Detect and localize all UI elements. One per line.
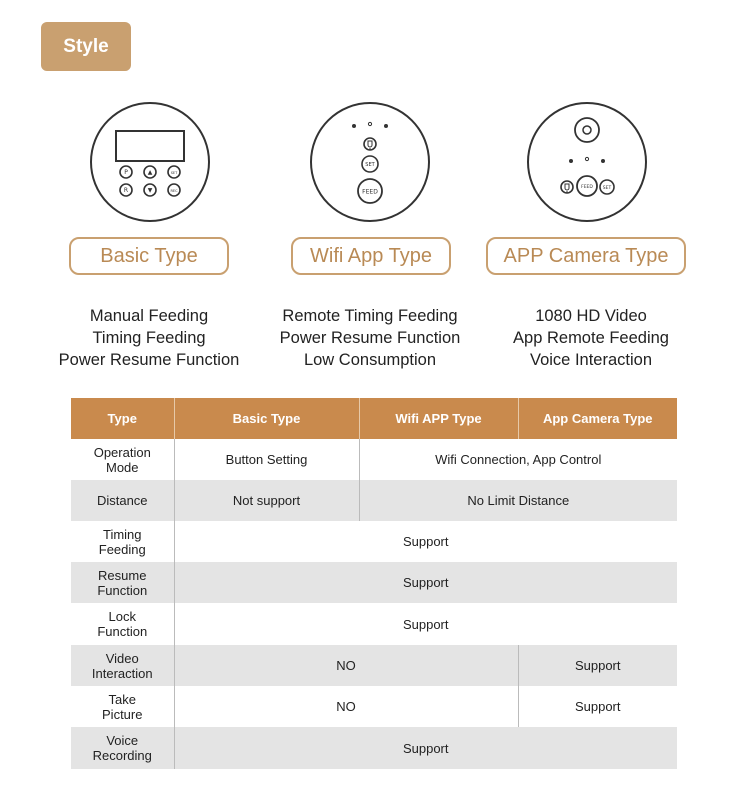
cell: Button Setting xyxy=(174,439,359,480)
row-label: Video Interaction xyxy=(71,645,174,686)
feature-item: Low Consumption xyxy=(303,351,437,369)
header-type: Type xyxy=(71,398,174,439)
camera-device-image xyxy=(527,102,647,222)
comparison-table xyxy=(71,398,677,769)
header-wifi: Wifi APP Type xyxy=(359,398,518,439)
cell: Support xyxy=(518,645,677,686)
basic-device-icon xyxy=(92,104,208,220)
table-row xyxy=(71,439,677,480)
camera-btn-1: SET xyxy=(602,186,612,191)
feature-item: Power Resume Function xyxy=(279,329,461,347)
row-label: Lock Function xyxy=(71,603,174,645)
row-label: Voice Recording xyxy=(71,727,174,769)
wifi-btn-0: SET xyxy=(365,162,375,168)
camera-features xyxy=(491,305,691,371)
wifi-btn-1: FEED xyxy=(362,188,378,196)
cell: Support xyxy=(518,686,677,727)
wifi-device-image xyxy=(310,102,430,222)
basic-btn-5: REC xyxy=(170,189,178,193)
basic-btn-3: R xyxy=(123,187,129,194)
cell: Support xyxy=(174,521,677,562)
row-label: Take Picture xyxy=(71,686,174,727)
feature-item: Remote Timing Feeding xyxy=(282,307,458,325)
mic-icon xyxy=(368,141,372,150)
table-row xyxy=(71,645,677,686)
basic-type-label: Basic Type xyxy=(69,237,229,275)
feature-item: Power Resume Function xyxy=(58,351,240,369)
table-row xyxy=(71,727,677,769)
basic-features xyxy=(49,305,249,371)
table-row xyxy=(71,686,677,727)
basic-btn-4: ▼ xyxy=(147,187,153,194)
table-row xyxy=(71,480,677,521)
style-badge: Style xyxy=(41,22,131,71)
feature-item: Manual Feeding xyxy=(89,307,209,325)
cell: NO xyxy=(174,686,518,727)
wifi-type-label: Wifi App Type xyxy=(291,237,451,275)
wifi-device-icon xyxy=(312,104,428,220)
camera-btn-0: FEED xyxy=(581,185,593,190)
cell: Wifi Connection, App Control xyxy=(359,439,677,480)
table-header-row xyxy=(71,398,677,439)
table-row xyxy=(71,562,677,603)
camera-lens-icon xyxy=(575,118,599,142)
feature-item: 1080 HD Video xyxy=(535,307,647,325)
wifi-features xyxy=(270,305,470,371)
cell: No Limit Distance xyxy=(359,480,677,521)
camera-device-icon xyxy=(529,104,645,220)
header-camera: App Camera Type xyxy=(518,398,677,439)
header-basic: Basic Type xyxy=(174,398,359,439)
basic-btn-2: SET xyxy=(170,171,178,175)
table-row xyxy=(71,521,677,562)
basic-btn-1: ▲ xyxy=(147,169,153,176)
feature-item: App Remote Feeding xyxy=(513,329,669,347)
cell: NO xyxy=(174,645,518,686)
feature-item: Voice Interaction xyxy=(530,351,652,369)
row-label: Distance xyxy=(71,480,174,521)
basic-device-image xyxy=(90,102,210,222)
basic-btn-0: P xyxy=(124,169,128,176)
row-label: Operation Mode xyxy=(71,439,174,480)
cell: Not support xyxy=(174,480,359,521)
row-label: Resume Function xyxy=(71,562,174,603)
camera-mic-icon xyxy=(565,184,569,193)
feature-item: Timing Feeding xyxy=(92,329,206,347)
cell: Support xyxy=(174,603,677,645)
cell: Support xyxy=(174,727,677,769)
table-row xyxy=(71,603,677,645)
row-label: Timing Feeding xyxy=(71,521,174,562)
camera-type-label: APP Camera Type xyxy=(486,237,686,275)
cell: Support xyxy=(174,562,677,603)
